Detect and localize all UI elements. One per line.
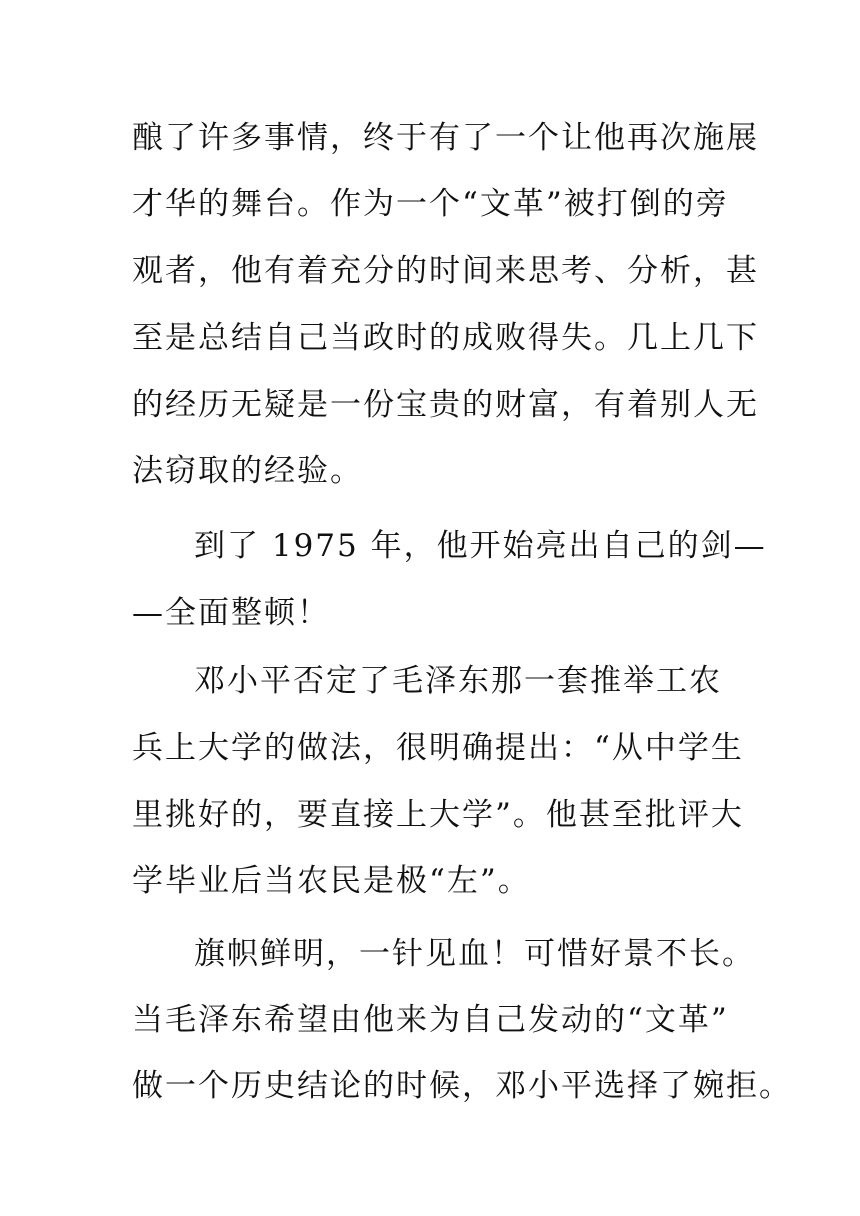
text-line: 至是总结自己当政时的成败得失。几上几下 [132, 320, 759, 356]
text-line: 兵上大学的做法，很明确提出：“从中学生 [132, 730, 744, 766]
text-line: 旗帜鲜明，一针见血！可惜好景不长。 [194, 936, 755, 972]
text-line: 的经历无疑是一份宝贵的财富，有着别人无 [132, 387, 759, 423]
text-line: 到了 1975 年，他开始亮出自己的剑— [194, 528, 767, 564]
text-line: 里挑好的，要直接上大学”。他甚至批评大 [132, 797, 744, 833]
text-line: 酿了许多事情，终于有了一个让他再次施展 [132, 120, 759, 156]
text-line: 邓小平否定了毛泽东那一套推举工农 [194, 663, 722, 699]
text-line: 法窃取的经验。 [132, 453, 363, 489]
text-line: 学毕业后当农民是极“左”。 [132, 863, 531, 899]
text-line: —全面整顿！ [132, 595, 330, 631]
text-line: 当毛泽东希望由他来为自己发动的“文革” [132, 1002, 729, 1038]
text-line: 观者，他有着充分的时间来思考、分析，甚 [132, 253, 759, 289]
text-line: 做一个历史结论的时候，邓小平选择了婉拒。 [132, 1068, 792, 1104]
text-line: 才华的舞台。作为一个“文革”被打倒的旁 [132, 186, 729, 222]
